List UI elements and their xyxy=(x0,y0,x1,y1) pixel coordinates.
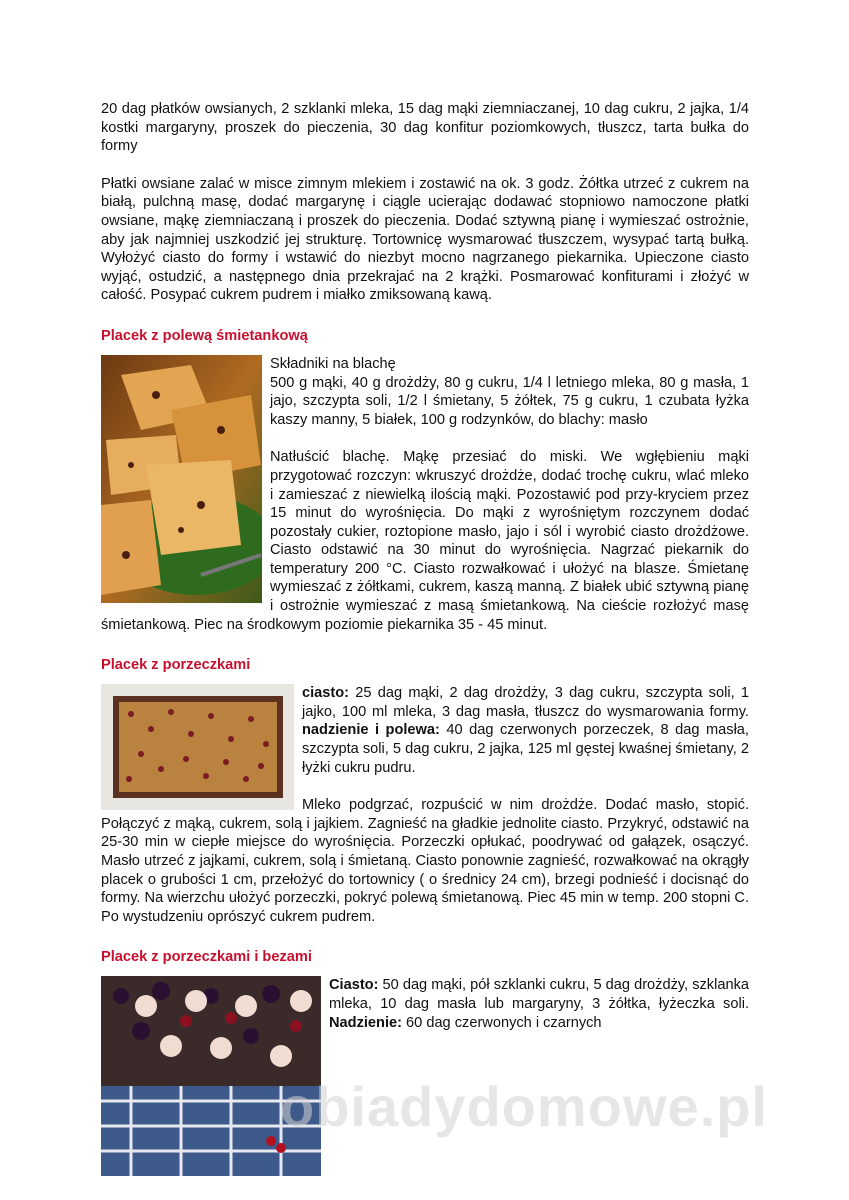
recipe-placek-bezy xyxy=(101,948,749,1032)
dough-label: ciasto: xyxy=(302,685,350,702)
dough-label: Ciasto: xyxy=(329,977,379,994)
recipe-ingredients: 500 g mąki, 40 g drożdży, 80 g cukru, 1/4 l letniego mleka, 80 g masła, 1 jajo, szczypta soli, 1/2 l śmietany, 5 żółtek, 75 g cukru, 1 czubata łyżka kaszy manny, 5 białek, 100 g rodzynków, do blachy: masło xyxy=(270,374,749,428)
recipe-method: Mleko podgrzać, rozpuścić w nim drożdże. Dodać masło, stopić. Połączyć z mąką, cukrem, solą i jajkiem. Zagnieść na gładkie jednolite ciasto. Przykryć, odstawić na 25-30 min w ciepłe miejsce do wyrośnięcia. Porzeczki opłukać, poodrywać od gałązek, osączyć. Masło utrzeć z jajkami, cukrem, solą i śmietaną. Ciasto ponownie zagnieść, rozwałkować na okrągły placek o grubości 1 cm, przełożyć do tortownicy ( o średnicy 24 cm), brzegi podnieść i docisnąć do formy. Na wierzchu ułożyć porzeczki, pokryć polewą śmietanową. Piec 45 min w temp. 200 stopni C. Po wystudzeniu oprószyć cukrem pudrem. xyxy=(101,797,749,925)
filling-ingredients: 40 dag czerwonych porzeczek, 8 dag masła, szczypta soli, 5 dag cukru, 2 jajka, 125 ml gęstej kwaśnej śmietany, 2 łyżki cukru pudru. xyxy=(302,722,749,776)
filling-ingredients: 60 dag czerwonych i czarnych xyxy=(401,1014,602,1031)
recipe-title: Placek z porzeczkami i bezami xyxy=(101,949,312,966)
recipe-method: Natłuścić blachę. Mąkę przesiać do miski. We wgłębieniu mąki przygotować rozczyn: wkruszyć drożdże, dodać trochę cukru, wlać mleko i zamieszać z niewielką ilością mąki. Pozostawić pod przy-kryciem przez 15 minut do wyrośnięcia. Do mąki z wyrośniętym rozczynem dodać pozostały cukier, roztopione masło, jajo i sól i wyrobić ciasto drożdżowe. Ciasto odstawić na 30 minut do wyrośnięcia. Nagrzać piekarnik do temperatury 200 °C. Ciasto rozwałkować i ułożyć na blasze. Śmietanę wymieszać z żółtkami, cukrem, kaszą manną. Z białek ubić sztywną pianę i ostrożnie wymieszać z masą śmietankową. Na cieście rozłożyć masę śmietankową. Piec na środkowym poziomie piekarnika 35 - 45 minut. xyxy=(101,449,749,633)
ingredients-header: Składniki na blachę xyxy=(270,355,396,372)
dough-ingredients: 25 dag mąki, 2 dag drożdży, 3 dag cukru, szczypta soli, 1 jajko, 100 ml mleka, 3 dag masła, tłuszcz do wysmarowania formy. xyxy=(302,685,749,720)
filling-label: nadzienie i polewa: xyxy=(302,722,440,739)
recipe-placek-polewa xyxy=(101,327,749,634)
intro-ingredients: 20 dag płatków owsianych, 2 szklanki mleka, 15 dag mąki ziemniaczanej, 10 dag cukru, 2 jajka, 1/4 kostki margaryny, proszek do pieczenia, 30 dag konfitur poziomkowych, tłuszcz, tarta bułka do formy xyxy=(101,101,749,155)
intro-method: Płatki owsiane zalać w misce zimnym mlekiem i zostawić na ok. 3 godz. Żółtka utrzeć z cukrem na białą, pulchną masę, dodać margarynę i ciągle ucierając dodawać stopniowo namoczone płatki owsiane, mąkę ziemniaczaną i proszek do pieczenia. Dodać sztywną pianę i wymieszać ostrożnie, aby jak najmniej uszkodzić jej strukturę. Tortownicę wysmarować tłuszczem, wysypać tartą bułką. Wyłożyć ciasto do formy i wstawić do niezbyt mocno nagrzanego piekarnika. Upieczone ciasto wyjąć, ostudzić, a następnego dnia przekrajać na 2 krążki. Posmarować konfiturami i złożyć w całość. Posypać cukrem pudrem i miałko zmiksowaną kawą. xyxy=(101,175,749,304)
site-watermark: obiadydomowe.pl xyxy=(280,1075,768,1138)
filling-label: Nadzienie: xyxy=(329,1014,402,1031)
document-page xyxy=(101,100,749,1176)
recipe-title: Placek z porzeczkami xyxy=(101,657,251,674)
cake-slices-photo xyxy=(101,355,262,603)
recipe-title: Placek z polewą śmietankową xyxy=(101,327,308,344)
currant-cake-photo xyxy=(101,684,294,810)
currant-meringue-photo xyxy=(101,976,321,1176)
recipe-placek-porzeczki xyxy=(101,656,749,926)
dough-ingredients: 50 dag mąki, pół szklanki cukru, 5 dag drożdży, szklanka mleka, 10 dag masła lub margaryny, 3 żółtka, łyżeczka soli. xyxy=(329,977,749,1012)
